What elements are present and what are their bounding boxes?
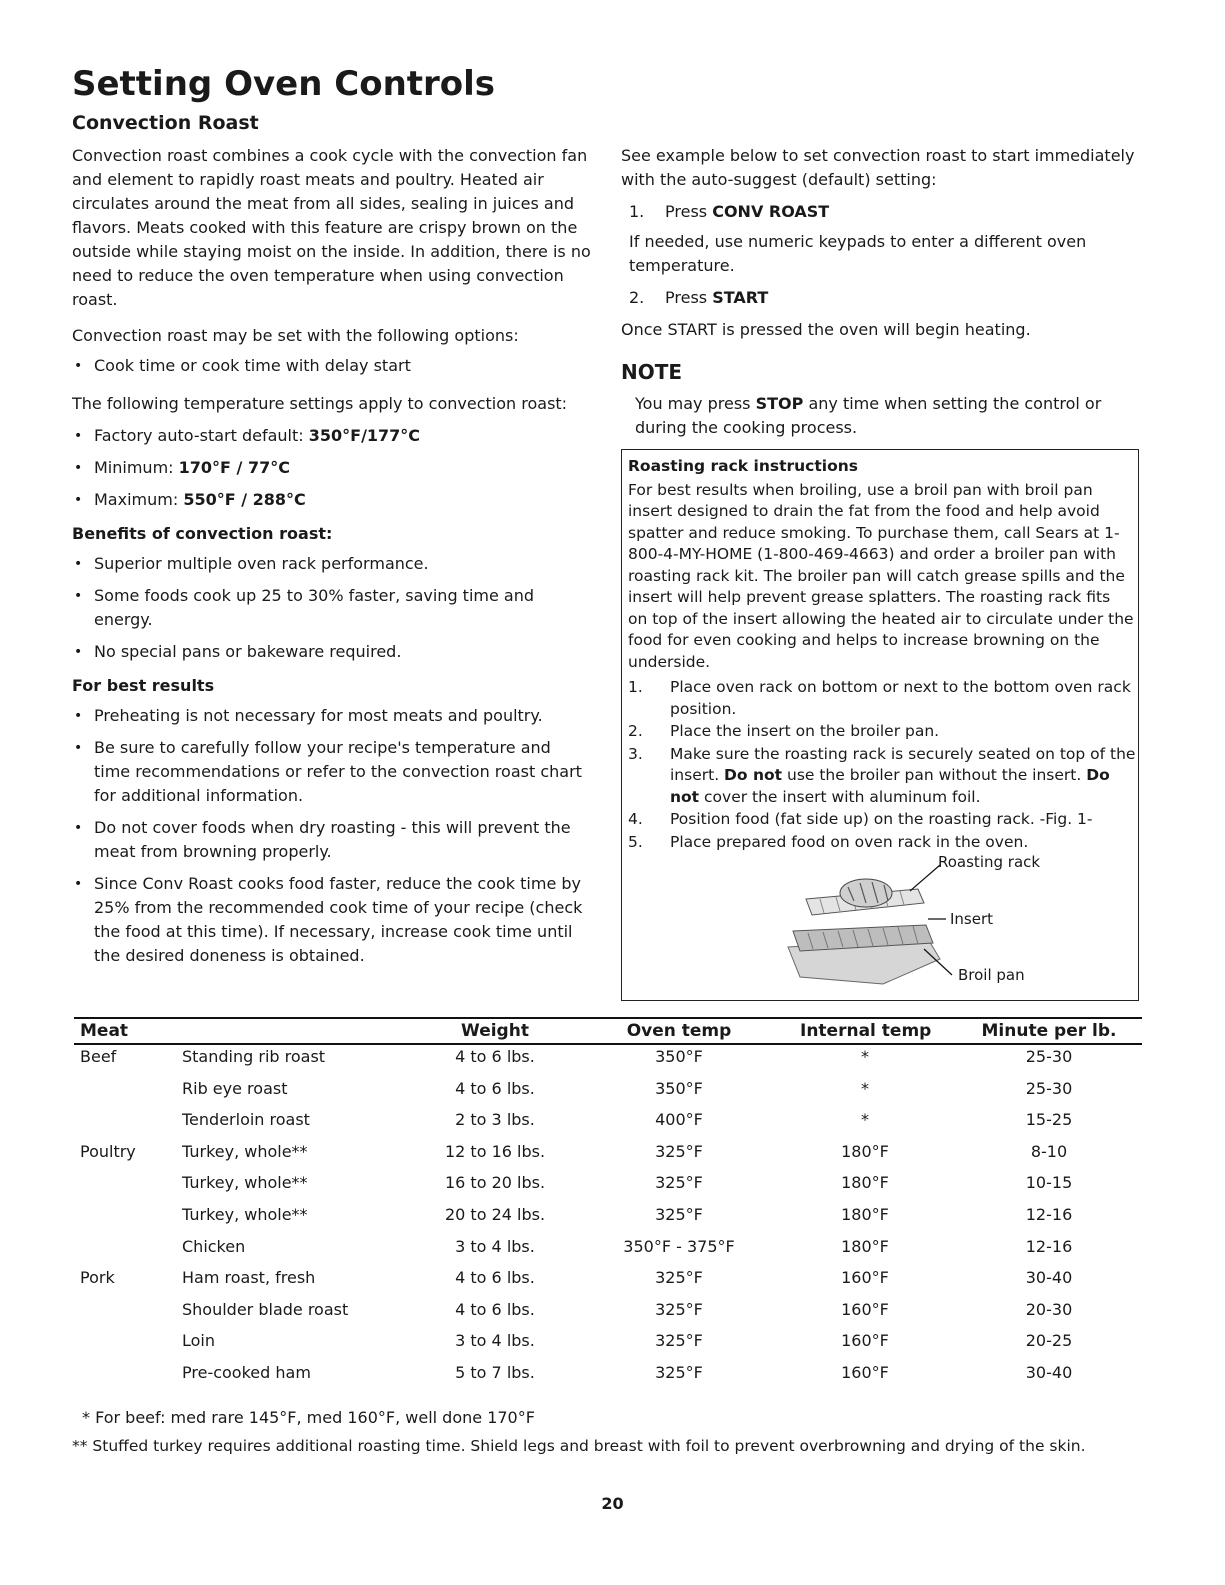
cell-minutes-per-lb: 15-25 [1025,1110,1073,1130]
list-item: • Be sure to carefully follow your recipe's temperature and time recommendations or refer to the convection roast chart for additional information. [72,736,592,808]
cell-oven-temp: 325°F [655,1331,703,1351]
temp-value: 550°F / 288°C [183,490,306,509]
section-subtitle: Convection Roast [72,112,259,134]
step-1-note: If needed, use numeric keypads to enter a different oven temperature. [629,232,1087,275]
intro-paragraph: Convection roast combines a cook cycle with the convection fan and element to rapidly roast meats and poultry. Heated air circulates around the meat from all sides, sealing in juices and flavors. Meats cooked with this feature are crispy brown on the outside while staying moist on the inside. In addition, there is no need to reduce the oven temperature when using convection roast. [72,146,591,309]
cell-weight: 4 to 6 lbs. [455,1299,535,1319]
note-text [621,392,1141,440]
right-column [621,144,1141,450]
cell-weight: 4 to 6 lbs. [455,1078,535,1098]
broil-pan-label: Broil pan [958,966,1025,984]
table-header [74,1017,1142,1045]
cell-cut: Loin [182,1331,216,1351]
list-item: • Some foods cook up 25 to 30% faster, saving time and energy. [72,584,592,632]
rack-step [628,809,1138,831]
header-minute-per-lb: Minute per lb. [981,1021,1117,1041]
cell-cut: Pre-cooked ham [182,1362,311,1382]
cell-minutes-per-lb: 30-40 [1025,1362,1073,1382]
rack-box-title: Roasting rack instructions [628,457,858,475]
cell-minutes-per-lb: 10-15 [1025,1173,1073,1193]
note-post: any time when setting the control or during the cooking process. [635,394,1102,437]
cell-minutes-per-lb: 30-40 [1025,1268,1073,1288]
step-1 [621,200,1141,224]
table-row [74,1266,1142,1298]
cell-oven-temp: 325°F [655,1299,703,1319]
beef-footnote: * For beef: med rare 145°F, med 160°F, well done 170°F [82,1408,535,1427]
roasting-rack-label: Roasting rack [938,853,1041,871]
cell-internal-temp: 160°F [841,1299,889,1319]
temp-label: Maximum: [94,490,184,509]
list-item: • Superior multiple oven rack performance. [72,552,592,576]
temp-value: 350°F/177°C [308,426,421,445]
temps-intro: The following temperature settings apply to convection roast: [72,394,568,413]
cell-minutes-per-lb: 20-25 [1025,1331,1073,1351]
step-number: 5. [628,832,643,851]
step-number: 1. [628,678,643,696]
convection-roast-chart [74,1017,1142,1393]
list-item: • Preheating is not necessary for most meats and poultry. [72,704,592,728]
table-row [74,1045,1142,1077]
cell-cut: Shoulder blade roast [182,1299,349,1319]
cell-internal-temp: 160°F [841,1331,889,1351]
roasting-rack-instructions-box [621,449,1139,1001]
cell-internal-temp: 160°F [841,1362,889,1382]
cell-oven-temp: 325°F [655,1268,703,1288]
cell-oven-temp: 350°F [655,1078,703,1098]
step-text-part: Make sure the roasting rack is securely seated on top of the insert. [670,744,1136,784]
rack-step [628,721,1138,743]
step-number: 3. [628,744,643,763]
benefits-list [72,552,592,664]
cell-internal-temp: 180°F [841,1204,889,1224]
list-item [72,424,592,448]
once-started-text: Once START is pressed the oven will begin heating. [621,320,1031,339]
step-press-label: Press [665,288,713,307]
cell-internal-temp: 180°F [841,1173,889,1193]
list-item [72,456,592,480]
cell-minutes-per-lb: 25-30 [1025,1047,1073,1066]
cell-cut: Tenderloin roast [182,1110,310,1130]
cell-minutes-per-lb: 12-16 [1025,1236,1073,1256]
step-text: Place the insert on the broiler pan. [670,722,940,740]
setup-steps [621,200,1141,310]
table-row [74,1298,1142,1330]
table-row [74,1329,1142,1361]
temps-list [72,424,592,512]
cell-minutes-per-lb: 8-10 [1030,1141,1068,1161]
table-row [74,1140,1142,1172]
temp-label: Minimum: [94,458,179,477]
cell-meat: Pork [80,1268,115,1288]
step-text: Place prepared food on oven rack in the oven. [670,832,1029,851]
cell-oven-temp: 325°F [655,1173,703,1193]
options-list [72,354,592,378]
best-results-list [72,704,592,968]
cell-oven-temp: 325°F [655,1204,703,1224]
cell-meat: Poultry [80,1141,136,1161]
step-text [670,744,1138,809]
note-pre: You may press [635,394,756,413]
cell-weight: 3 to 4 lbs. [455,1236,535,1256]
table-row [74,1203,1142,1235]
table-row [74,1235,1142,1267]
cell-cut: Ham roast, fresh [182,1268,316,1288]
insert-label: Insert [950,910,994,928]
table-row [74,1077,1142,1109]
cell-oven-temp: 350°F [655,1047,703,1066]
step-number: 1. [629,202,645,221]
example-intro: See example below to set convection roast to start immediately with the auto-suggest (default) setting: [621,146,1135,189]
list-item: • No special pans or bakeware required. [72,640,592,664]
cell-minutes-per-lb: 20-30 [1025,1299,1073,1319]
benefits-heading: Benefits of convection roast: [72,524,333,543]
cell-internal-temp: * [861,1047,869,1066]
do-not-emphasis: Do not [724,766,783,784]
cell-weight: 4 to 6 lbs. [455,1268,535,1288]
cell-oven-temp: 350°F - 375°F [623,1236,735,1256]
step-text-part: cover the insert with aluminum foil. [699,787,981,806]
table-row [74,1108,1142,1140]
cell-weight: 2 to 3 lbs. [455,1110,535,1130]
note-heading: NOTE [621,360,683,384]
step-text: Position food (fat side up) on the roasting rack. -Fig. 1- [670,810,1093,828]
step-number: 2. [628,722,643,740]
start-key: START [712,288,769,307]
cell-cut: Turkey, whole** [182,1204,308,1224]
cell-internal-temp: * [861,1078,869,1098]
cell-internal-temp: 180°F [841,1141,889,1161]
list-item: • Do not cover foods when dry roasting - this will prevent the meat from browning properly. [72,816,592,864]
table-row [74,1361,1142,1393]
step-text-part: use the broiler pan without the insert. [782,766,1087,784]
cell-weight: 4 to 6 lbs. [455,1047,535,1066]
best-results-heading: For best results [72,676,215,695]
options-intro: Convection roast may be set with the following options: [72,326,519,345]
do-not-emphasis: Do not [670,766,1110,806]
cell-internal-temp: 160°F [841,1268,889,1288]
cell-internal-temp: * [861,1110,869,1130]
temp-label: Factory auto-start default: [94,426,309,445]
header-oven-temp: Oven temp [626,1021,732,1041]
page-title: Setting Oven Controls [72,64,496,104]
cell-meat: Beef [80,1047,117,1066]
step-text [665,200,829,224]
cell-weight: 16 to 20 lbs. [444,1173,546,1193]
header-weight: Weight [461,1021,529,1041]
cell-cut: Standing rib roast [182,1047,326,1066]
step-press-label: Press [665,202,713,221]
list-item: • Since Conv Roast cooks food faster, reduce the cook time by 25% from the recommended cook time of your recipe (check the food at this time). If necessary, increase cook time until the desired doneness is obtained. [72,872,592,968]
stop-key: STOP [755,394,804,413]
step-text: Place oven rack on bottom or next to the bottom oven rack position. [670,678,1131,718]
cell-internal-temp: 180°F [841,1236,889,1256]
cell-cut: Chicken [182,1236,246,1256]
rack-box-body: For best results when broiling, use a broil pan with broil pan insert designed to drain the fat from the food and help avoid spatter and reduce smoking. To purchase them, call Sears at 1-800-4-MY-HOME (1-800-469-4663) and order a broiler pan with roasting rack kit. The broiler pan will catch grease spills and the insert will help prevent grease splatters. The roasting rack fits on top of the insert allowing the heated air to circulate under the food for even cooking and helps to increase browning on the underside. [628,480,1134,671]
cell-weight: 5 to 7 lbs. [455,1362,535,1382]
cell-cut: Turkey, whole** [182,1141,308,1161]
table-row [74,1171,1142,1203]
cell-oven-temp: 325°F [655,1141,703,1161]
conv-roast-key: CONV ROAST [712,202,830,221]
cell-oven-temp: 400°F [655,1110,703,1130]
rack-step [628,832,1138,854]
cell-cut: Rib eye roast [182,1078,288,1098]
rack-step [628,744,1138,809]
turkey-footnote: ** Stuffed turkey requires additional roasting time. Shield legs and breast with foil to prevent overbrowning and drying of the skin. [72,1437,1086,1455]
cell-weight: 12 to 16 lbs. [444,1141,546,1161]
left-column [72,144,592,978]
cell-minutes-per-lb: 25-30 [1025,1078,1073,1098]
list-item: • Cook time or cook time with delay start [72,354,592,378]
cell-cut: Turkey, whole** [182,1173,308,1193]
step-2 [621,286,1141,310]
table-body [74,1045,1142,1393]
step-number: 2. [629,288,645,307]
step-number: 4. [628,810,643,828]
rack-step [628,677,1138,720]
page-number: 20 [601,1494,624,1513]
cell-weight: 3 to 4 lbs. [455,1331,535,1351]
temp-value: 170°F / 77°C [178,458,290,477]
broil-pan-illustration [628,859,1128,989]
list-item [72,488,592,512]
cell-oven-temp: 325°F [655,1362,703,1382]
cell-minutes-per-lb: 12-16 [1025,1204,1073,1224]
broil-pan-figure [628,853,1128,989]
header-meat: Meat [80,1021,129,1041]
step-text [665,286,768,310]
header-internal-temp: Internal temp [800,1021,932,1041]
cell-weight: 20 to 24 lbs. [444,1204,546,1224]
